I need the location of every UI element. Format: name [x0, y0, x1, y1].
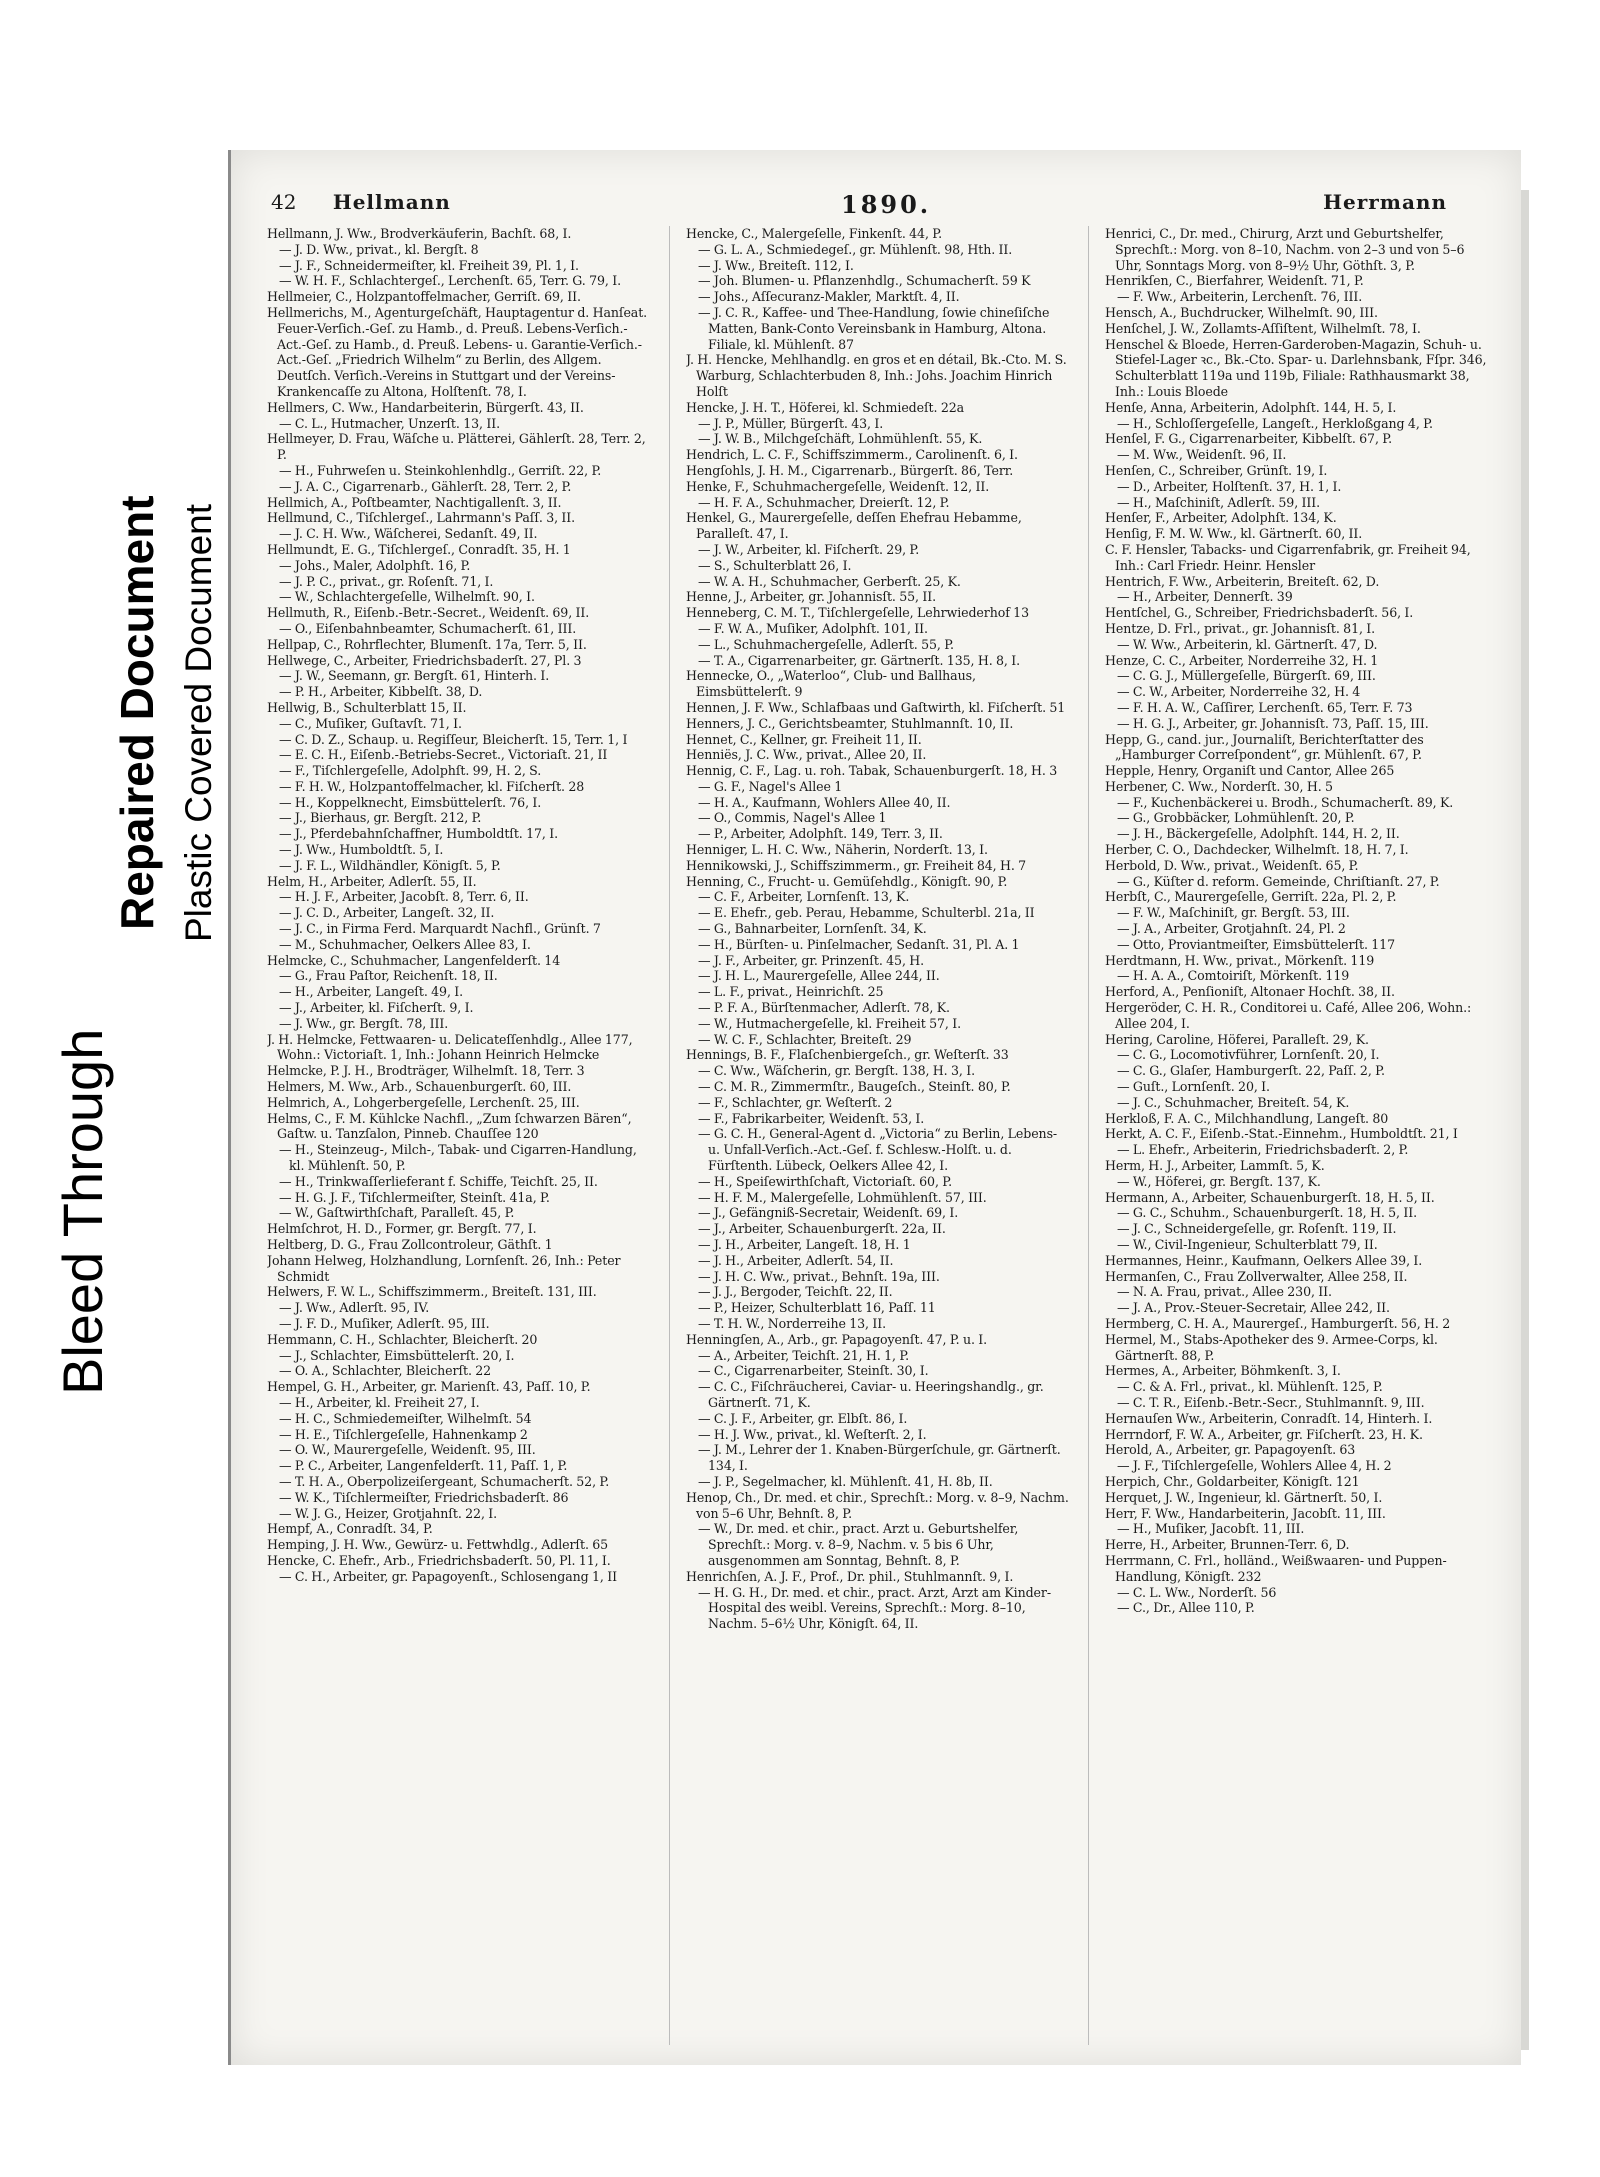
directory-entry: — G. F., Nagel's Allee 1: [698, 778, 843, 794]
directory-entry: Helmcke, C., Schuhmacher, Langenfelderſt. 14: [267, 952, 561, 968]
directory-entry: — C. C., Fiſchräucherei, Caviar- u. Heeringshandlg., gr. Gärtnerſt. 71, K.: [698, 1379, 1044, 1410]
directory-entry: — C. F., Arbeiter, Lornſenſt. 13, K.: [698, 889, 910, 905]
directory-entry: Henschel & Bloede, Herren-Garderoben-Magazin, Schuh- u. Stiefel-Lager ꝛc., Bk.-Cto. Spar- u. Darlehnsbank, Fſpr. 346, Schulterblatt 119a und 119b, Filiale: Rathhausmarkt 38, Inh.: Louis Bloede: [1105, 336, 1487, 399]
directory-entry: — J. W., Seemann, gr. Bergſt. 61, Hinterh. I.: [279, 668, 550, 684]
directory-entry: Hentrich, F. Ww., Arbeiterin, Breiteſt. 62, D.: [1105, 573, 1380, 589]
directory-entry: — J. A., Prov.-Steuer-Secretair, Allee 242, II.: [1117, 1300, 1390, 1316]
directory-entry: Helmſchrot, H. D., Former, gr. Bergſt. 77, I.: [267, 1221, 537, 1237]
directory-entry: — M. Ww., Weidenſt. 96, II.: [1117, 447, 1287, 463]
directory-entry: Hellmund, C., Tiſchlergeſ., Lahrmann's Paſſ. 3, II.: [267, 510, 576, 526]
directory-entry: — C. J. F., Arbeiter, gr. Elbſt. 86, I.: [698, 1410, 908, 1426]
directory-entry: — E. C. H., Eiſenb.-Betriebs-Secret., Victoriaſt. 21, II: [279, 747, 608, 763]
column-divider: [1088, 226, 1089, 2045]
directory-entry: Henſig, F. M. W. Ww., kl. Gärtnerſt. 60, II.: [1105, 526, 1363, 542]
directory-entry: — J. Ww., Humboldtſt. 5, I.: [279, 842, 444, 858]
directory-entry: — C. & A. Frl., privat., kl. Mühlenſt. 125, P.: [1117, 1379, 1383, 1395]
directory-entry: Hermes, A., Arbeiter, Böhmkenſt. 3, I.: [1105, 1363, 1341, 1379]
directory-entry: Henke, F., Schuhmachergeſelle, Weidenſt. 12, II.: [686, 478, 990, 494]
directory-entry: — L., Schuhmachergeſelle, Adlerſt. 55, P.: [698, 636, 954, 652]
directory-entry: — C. G. J., Müllergeſelle, Bürgerſt. 69, III.: [1117, 668, 1376, 684]
directory-entry: — J. H., Bäckergeſelle, Adolphſt. 144, H. 2, II.: [1117, 826, 1400, 842]
directory-entry: Heltberg, D. G., Frau Zollcontroleur, Gäthſt. 1: [267, 1237, 553, 1252]
directory-entry: — W. Ww., Arbeiterin, kl. Gärtnerſt. 47, D.: [1117, 636, 1378, 652]
directory-entry: — H. G. J. F., Tiſchlermeiſter, Steinſt. 41a, P.: [279, 1189, 550, 1205]
directory-entry: — H. J. F., Arbeiter, Jacobſt. 8, Terr. 6, II.: [279, 889, 529, 905]
directory-entry: — F. W., Maſchiniſt, gr. Bergſt. 53, III.: [1117, 905, 1350, 921]
directory-entry: — T. A., Cigarrenarbeiter, gr. Gärtnerſt. 135, H. 8, I.: [698, 652, 1021, 668]
directory-entry: — D., Arbeiter, Holſtenſt. 37, H. 1, I.: [1117, 478, 1342, 494]
directory-entry: Hepp, G., cand. jur., Journaliſt, Berichterſtatter des „Hamburger Correſpondent“, gr. Mühlenſt. 67, P.: [1105, 731, 1424, 763]
directory-entry: — Johs., Aſſecuranz-Makler, Marktſt. 4, II.: [698, 289, 960, 305]
directory-entry: — G., Grobbäcker, Lohmühlenſt. 20, P.: [1117, 810, 1355, 826]
directory-entry: — J. H., Arbeiter, Langeſt. 18, H. 1: [698, 1237, 911, 1252]
directory-entry: — H. F. M., Malergeſelle, Lohmühlenſt. 57, III.: [698, 1189, 987, 1205]
directory-entry: Herber, C. O., Dachdecker, Wilhelmſt. 18, H. 7, I.: [1105, 842, 1409, 858]
directory-entry: — G. L. A., Schmiedegeſ., gr. Mühlenſt. 98, Hth. II.: [698, 241, 1013, 257]
directory-entry: Hellwig, B., Schulterblatt 15, II.: [267, 699, 467, 715]
directory-entry: Hellmuth, R., Eiſenb.-Betr.-Secret., Weidenſt. 69, II.: [267, 605, 590, 621]
directory-entry: — H. G. J., Arbeiter, gr. Johannisſt. 73, Paſſ. 15, III.: [1117, 715, 1429, 731]
directory-entry: — J. J., Bergoder, Teichſt. 22, II.: [698, 1284, 893, 1300]
directory-entry: Herr, F. Ww., Handarbeiterin, Jacobſt. 11, III.: [1105, 1505, 1386, 1521]
directory-entry: — J. D. Ww., privat., kl. Bergſt. 8: [279, 241, 479, 257]
directory-entry: Henners, J. C., Gerichtsbeamter, Stuhlmannſt. 10, II.: [686, 715, 1014, 731]
directory-entry: Henop, Ch., Dr. med. et chir., Sprechſt.: Morg. v. 8–9, Nachm. von 5–6 Uhr, Behnſt. 8, P.: [686, 1489, 1069, 1521]
directory-entry: Hernauſen Ww., Arbeiterin, Conradſt. 14, Hinterh. I.: [1105, 1410, 1433, 1426]
directory-entry: — C. G., Locomotivführer, Lornſenſt. 20, I.: [1117, 1047, 1380, 1063]
directory-entry: — O., Commis, Nagel's Allee 1: [698, 810, 887, 826]
directory-entry: — F. H. A. W., Caſſirer, Lerchenſt. 65, Terr. F. 73: [1117, 699, 1413, 715]
directory-entry: — H. J. Ww., privat., kl. Weſterſt. 2, I.: [698, 1426, 927, 1442]
directory-entry: Henrici, C., Dr. med., Chirurg, Arzt und Geburtshelfer, Sprechſt.: Morg. von 8–10, Nachm. von 2–3 und von 5–6 Uhr, Sonntags Morg. von 8–9½ Uhr, Göthſt. 3, P.: [1105, 226, 1465, 273]
directory-entry: — F. W. A., Muſiker, Adolphſt. 101, II.: [698, 620, 928, 636]
directory-entry: — J. P. C., privat., gr. Roſenſt. 71, I.: [279, 573, 494, 589]
directory-entry: C. F. Hensler, Tabacks- und Cigarrenfabrik, gr. Freiheit 94, Inh.: Carl Friedr. Heinr. Hensler: [1105, 541, 1471, 573]
directory-entry: Herbener, C. Ww., Norderſt. 30, H. 5: [1105, 778, 1333, 794]
directory-entry: — C. G., Glaſer, Hamburgerſt. 22, Paſſ. 2, P.: [1117, 1063, 1385, 1079]
directory-entry: — W. H. F., Schlachtergeſ., Lerchenſt. 65, Terr. G. 79, I.: [279, 273, 622, 289]
directory-entry: — E. Ehefr., geb. Perau, Hebamme, Schulterbl. 21a, II: [698, 905, 1035, 921]
directory-entry: — C., Dr., Allee 110, P.: [1117, 1600, 1255, 1616]
directory-entry: Hentze, D. Frl., privat., gr. Johannisſt. 81, I.: [1105, 620, 1376, 636]
entry-columns: [267, 226, 1491, 2045]
directory-entry: — J. F., Arbeiter, gr. Prinzenſt. 45, H.: [698, 952, 925, 968]
directory-entry: — N. A. Frau, privat., Allee 230, II.: [1117, 1284, 1332, 1300]
column-right: [1105, 226, 1491, 2045]
directory-entry: Herm, H. J., Arbeiter, Lammſt. 5, K.: [1105, 1158, 1325, 1174]
directory-entry: Helm, H., Arbeiter, Adlerſt. 55, II.: [267, 873, 477, 889]
directory-entry: Herrmann, C. Frl., holländ., Weißwaaren- und Puppen-Handlung, Königſt. 232: [1105, 1552, 1447, 1584]
directory-entry: — J., Gefängniß-Secretair, Weidenſt. 69, I.: [698, 1205, 959, 1221]
column-divider: [669, 226, 670, 2045]
directory-entry: — H., Arbeiter, Langeſt. 49, I.: [279, 984, 464, 1000]
header-left: [271, 190, 451, 214]
directory-entry: — C. D. Z., Schaup. u. Regiſſeur, Bleicherſt. 15, Terr. 1, I: [279, 731, 628, 747]
directory-entry: — Johs., Maler, Adolphſt. 16, P.: [279, 557, 471, 573]
directory-entry: J. H. Hencke, Mehlhandlg. en gros et en détail, Bk.-Cto. M. S. Warburg, Schlachterbuden 8, Inh.: Johs. Joachim Hinrich Holſt: [686, 352, 1067, 399]
directory-entry: — C. T. R., Eiſenb.-Betr.-Secr., Stuhlmannſt. 9, III.: [1117, 1394, 1425, 1410]
directory-entry: — H., Bürſten- u. Pinſelmacher, Sedanſt. 31, Pl. A. 1: [698, 936, 1020, 952]
directory-entry: — F. H. W., Holzpantoffelmacher, kl. Fiſcherſt. 28: [279, 778, 585, 794]
directory-entry: Henne, J., Arbeiter, gr. Johannisſt. 55, II.: [686, 589, 936, 605]
directory-entry: — F., Kuchenbäckerei u. Brodh., Schumacherſt. 89, K.: [1117, 794, 1454, 810]
directory-entry: — P., Arbeiter, Adolphſt. 149, Terr. 3, II.: [698, 826, 943, 842]
directory-entry: — J. A., Arbeiter, Grotjahnſt. 24, Pl. 2: [1117, 921, 1346, 937]
directory-entry: Henſen, C., Schreiber, Grünſt. 19, I.: [1105, 462, 1328, 478]
directory-entry: — J., Schlachter, Eimsbüttelerſt. 20, I.: [279, 1347, 515, 1363]
directory-entry: Hellmich, A., Poſtbeamter, Nachtigallenſt. 3, II.: [267, 494, 562, 510]
directory-entry: Johann Helweg, Holzhandlung, Lornſenſt. 26, Inh.: Peter Schmidt: [267, 1252, 621, 1284]
directory-entry: — G. C. H., General-Agent d. „Victoria“ zu Berlin, Lebens- u. Unfall-Verſich.-Act.-Geſ. f. Schlesw.-Holſt. u. d. Fürſtenth. Lübeck, Oelkers Allee 42, I.: [698, 1126, 1058, 1174]
directory-entry: Herquet, J. W., Ingenieur, kl. Gärtnerſt. 50, I.: [1105, 1489, 1383, 1505]
directory-entry: Hencke, J. H. T., Höferei, kl. Schmiedeſt. 22a: [686, 399, 965, 415]
directory-entry: Hellmers, C. Ww., Handarbeiterin, Bürgerſt. 43, II.: [267, 399, 584, 415]
directory-entry: Hemmann, C. H., Schlachter, Bleicherſt. 20: [267, 1331, 538, 1347]
directory-entry: — C. L. Ww., Norderſt. 56: [1117, 1584, 1277, 1600]
directory-entry: Hermanſen, C., Frau Zollverwalter, Allee 258, II.: [1105, 1268, 1408, 1284]
directory-entry: Herkloß, F. A. C., Milchhandlung, Langeſt. 80: [1105, 1110, 1389, 1126]
directory-entry: Hellwege, C., Arbeiter, Friedrichsbaderſt. 27, Pl. 3: [267, 652, 582, 668]
directory-entry: — J. M., Lehrer der 1. Knaben-Bürgerſchule, gr. Gärtnerſt. 134, I.: [698, 1442, 1061, 1474]
directory-entry: — F., Tiſchlergeſelle, Adolphſt. 99, H. 2, S.: [279, 763, 542, 779]
directory-entry: Hering, Caroline, Höferei, Paralleſt. 29, K.: [1105, 1031, 1369, 1047]
header-left-word: Hellmann: [332, 190, 451, 214]
directory-entry: Hellmann, J. Ww., Brodverkäuferin, Bachſt. 68, I.: [267, 226, 572, 241]
directory-entry: — F. Ww., Arbeiterin, Lerchenſt. 76, III.: [1117, 289, 1363, 305]
directory-entry: — P. C., Arbeiter, Langenfelderſt. 11, Paſſ. 1, P.: [279, 1458, 568, 1474]
directory-entry: — W., Dr. med. et chir., pract. Arzt u. Geburtshelfer, Sprechſt.: Morg. v. 8–9, Nachm. v. 5 bis 6 Uhr, ausgenommen am Sonntag, Behnſt. 8, P.: [698, 1521, 1019, 1568]
directory-entry: — W., Gaſtwirthſchaft, Paralleſt. 45, P.: [279, 1205, 515, 1221]
directory-entry: — W. A. H., Schuhmacher, Gerberſt. 25, K.: [698, 573, 961, 589]
directory-entry: Henſer, F., Arbeiter, Adolphſt. 134, K.: [1105, 510, 1337, 526]
column-left: [267, 226, 653, 2045]
directory-entry: Henneberg, C. M. T., Tiſchlergeſelle, Lehrwiederhof 13: [686, 605, 1029, 621]
directory-entry: — W. J. G., Heizer, Grotjahnſt. 22, I.: [279, 1505, 498, 1521]
directory-entry: Henſchel, J. W., Zollamts-Aſſiſtent, Wilhelmſt. 78, I.: [1105, 320, 1421, 336]
directory-entry: Hellmeyer, D. Frau, Wäſche u. Plätterei, Gählerſt. 28, Terr. 2, P.: [267, 431, 646, 463]
directory-entry: Henniger, L. H. C. Ww., Näherin, Norderſt. 13, I.: [686, 842, 988, 858]
directory-entry: — H., Speiſewirthſchaft, Victoriaſt. 60, P.: [698, 1173, 952, 1189]
directory-entry: — H. G. H., Dr. med. et chir., pract. Arzt, Arzt am Kinder-Hospital des weibl. Vereins, Sprechſt.: Morg. 8–10, Nachm. 5–6½ Uhr, Königſt. 64, II.: [698, 1584, 1051, 1632]
directory-entry: Hentſchel, G., Schreiber, Friedrichsbaderſt. 56, I.: [1105, 605, 1414, 621]
directory-entry: Herbold, D. Ww., privat., Weidenſt. 65, P.: [1105, 857, 1359, 873]
directory-entry: — J. C. H. Ww., Wäſcherei, Sedanſt. 49, II.: [279, 526, 538, 542]
directory-entry: — J. A. C., Cigarrenarb., Gählerſt. 28, Terr. 2, P.: [279, 478, 572, 494]
directory-entry: Henniës, J. C. Ww., privat., Allee 20, II.: [686, 747, 927, 763]
directory-entry: — J. C., in Firma Ferd. Marquardt Nachfl., Grünſt. 7: [279, 921, 601, 937]
directory-entry: Hemping, J. H. Ww., Gewürz- u. Fettwhdlg., Adlerſt. 65: [267, 1537, 609, 1553]
page-header: [271, 190, 1487, 224]
directory-entry: Henſe, Anna, Arbeiterin, Adolphſt. 144, H. 5, I.: [1105, 399, 1397, 415]
header-year: 1890.: [841, 190, 932, 219]
directory-entry: Hennecke, O., „Waterloo“, Club- und Ballhaus, Eimsbüttelerſt. 9: [686, 668, 976, 700]
directory-entry: Herbſt, C., Maurergeſelle, Gerriſt. 22a, Pl. 2, P.: [1105, 889, 1397, 905]
directory-entry: Herpich, Chr., Goldarbeiter, Königſt. 121: [1105, 1473, 1360, 1489]
directory-entry: — Otto, Proviantmeiſter, Eimsbüttelerſt. 117: [1117, 936, 1396, 952]
directory-entry: — O. A., Schlachter, Bleicherſt. 22: [279, 1363, 492, 1379]
directory-entry: Hengſohls, J. H. M., Cigarrenarb., Bürgerſt. 86, Terr.: [686, 462, 1014, 478]
directory-entry: — T. H. W., Norderreihe 13, II.: [698, 1315, 887, 1331]
directory-entry: Hencke, C. Ehefr., Arb., Friedrichsbaderſt. 50, Pl. 11, I.: [267, 1552, 611, 1568]
directory-entry: — P., Heizer, Schulterblatt 16, Paſſ. 11: [698, 1300, 936, 1316]
directory-entry: — C. Ww., Wäſcherin, gr. Bergſt. 138, H. 3, I.: [698, 1063, 975, 1079]
directory-entry: — H., Koppelknecht, Eimsbüttelerſt. 76, I.: [279, 794, 542, 810]
directory-entry: — L. F., privat., Heinrichſt. 25: [698, 984, 884, 1000]
directory-entry: — J. Ww., Adlerſt. 95, IV.: [279, 1300, 430, 1316]
directory-entry: — M., Schuhmacher, Oelkers Allee 83, I.: [279, 936, 531, 952]
directory-entry: Hensch, A., Buchdrucker, Wilhelmſt. 90, III.: [1105, 304, 1378, 320]
directory-entry: Hellmundt, E. G., Tiſchlergeſ., Conradſt. 35, H. 1: [267, 541, 571, 557]
directory-entry: — J. C. D., Arbeiter, Langeſt. 32, II.: [279, 905, 495, 921]
directory-entry: — H. C., Schmiedemeiſter, Wilhelmſt. 54: [279, 1410, 532, 1426]
directory-entry: J. H. Helmcke, Fettwaaren- u. Delicateſſenhdlg., Allee 177, Wohn.: Victoriaſt. 1, Inh.: Johann Heinrich Helmcke: [267, 1031, 633, 1063]
directory-entry: — J., Arbeiter, kl. Fiſcherſt. 9, I.: [279, 1000, 474, 1016]
directory-entry: Hempel, G. H., Arbeiter, gr. Marienſt. 43, Paſſ. 10, P.: [267, 1379, 591, 1395]
directory-entry: Hermann, A., Arbeiter, Schauenburgerſt. 18, H. 5, II.: [1105, 1189, 1435, 1205]
directory-entry: Hennet, C., Kellner, gr. Freiheit 11, II.: [686, 731, 922, 747]
directory-entry: Herkt, A. C. F., Eiſenb.-Stat.-Einnehm., Humboldtſt. 21, I: [1105, 1126, 1458, 1142]
directory-entry: — J. W., Arbeiter, kl. Fiſcherſt. 29, P.: [698, 541, 920, 557]
directory-entry: — Joh. Blumen- u. Pflanzenhdlg., Schumacherſt. 59 K: [698, 273, 1031, 289]
directory-entry: — J. C., Schuhmacher, Breiteſt. 54, K.: [1117, 1094, 1350, 1110]
directory-entry: Helmcke, P. J. H., Brodträger, Wilhelmſt. 18, Terr. 3: [267, 1063, 585, 1079]
directory-entry: — H. E., Tiſchlergeſelle, Hahnenkamp 2: [279, 1426, 528, 1442]
directory-entry: — H., Maſchiniſt, Adlerſt. 59, III.: [1117, 494, 1321, 510]
directory-entry: — J. C. R., Kaffee- und Thee-Handlung, ſowie chineſiſche Matten, Bank-Conto Vereinsbank in Hamburg, Altona. Filiale, kl. Mühlenſt. 87: [698, 304, 1050, 352]
plastic-covered-label: Plastic Covered Document: [178, 503, 219, 942]
directory-entry: — H., Arbeiter, Dennerſt. 39: [1117, 589, 1293, 605]
directory-entry: — W. C. F., Schlachter, Breiteſt. 29: [698, 1031, 912, 1047]
directory-entry: — C. M. R., Zimmermſtr., Baugeſch., Steinſt. 80, P.: [698, 1079, 1011, 1095]
column-middle: [686, 226, 1072, 2045]
directory-entry: — A., Arbeiter, Teichſt. 21, H. 1, P.: [698, 1347, 910, 1363]
directory-entry: Hencke, C., Malergeſelle, Finkenſt. 44, P.: [686, 226, 942, 241]
directory-entry: Helmers, M. Ww., Arb., Schauenburgerſt. 60, III.: [267, 1079, 572, 1095]
directory-entry: — W. K., Tiſchlermeiſter, Friedrichsbaderſt. 86: [279, 1489, 569, 1505]
directory-entry: — H. A. A., Comtoiriſt, Mörkenſt. 119: [1117, 968, 1350, 984]
directory-entry: — C., Cigarrenarbeiter, Steinſt. 30, I.: [698, 1363, 929, 1379]
directory-entry: — C. W., Arbeiter, Norderreihe 32, H. 4: [1117, 684, 1361, 700]
directory-entry: — J., Arbeiter, Schauenburgerſt. 22a, II.: [698, 1221, 946, 1237]
directory-entry: — G., Frau Paſtor, Reichenſt. 18, II.: [279, 968, 498, 984]
directory-entry: Hermannes, Heinr., Kaufmann, Oelkers Allee 39, I.: [1105, 1252, 1423, 1268]
directory-entry: — J. H. C. Ww., privat., Behnſt. 19a, III.: [698, 1268, 940, 1284]
directory-entry: — J. F. L., Wildhändler, Königſt. 5, P.: [279, 857, 501, 873]
directory-entry: — G., Bahnarbeiter, Lornſenſt. 34, K.: [698, 921, 927, 937]
directory-entry: — J. H. L., Maurergeſelle, Allee 244, II.: [698, 968, 940, 984]
directory-entry: — H., Arbeiter, kl. Freiheit 27, I.: [279, 1394, 480, 1410]
directory-entry: Hergeröder, C. H. R., Conditorei u. Café, Allee 206, Wohn.: Allee 204, I.: [1105, 1000, 1472, 1031]
directory-entry: Henningſen, A., Arb., gr. Papagoyenſt. 47, P. u. I.: [686, 1331, 988, 1347]
directory-entry: — H., Muſiker, Jacobſt. 11, III.: [1117, 1521, 1305, 1537]
directory-entry: — W., Hutmachergeſelle, kl. Freiheit 57, I.: [698, 1015, 962, 1031]
directory-entry: — J., Pferdebahnſchaffner, Humboldtſt. 17, I.: [279, 826, 559, 842]
directory-entry: — Guſt., Lornſenſt. 20, I.: [1117, 1079, 1270, 1095]
directory-entry: — J. H., Arbeiter, Adlerſt. 54, II.: [698, 1252, 894, 1268]
side-labels: [0, 0, 219, 2177]
directory-entry: — W., Civil-Ingenieur, Schulterblatt 79, II.: [1117, 1237, 1378, 1252]
directory-entry: — J. P., Segelmacher, kl. Mühlenſt. 41, H. 8b, II.: [698, 1473, 993, 1489]
directory-entry: Hennikowski, J., Schiffszimmerm., gr. Freiheit 84, H. 7: [686, 857, 1027, 873]
directory-entry: — H., Trinkwaſſerlieferant f. Schiffe, Teichſt. 25, II.: [279, 1173, 598, 1189]
directory-entry: — C., Muſiker, Guſtavſt. 71, I.: [279, 715, 462, 731]
directory-entry: — F., Fabrikarbeiter, Weidenſt. 53, I.: [698, 1110, 925, 1126]
directory-entry: — J., Bierhaus, gr. Bergſt. 212, P.: [279, 810, 482, 826]
directory-entry: Helms, C., F. M. Kühlcke Nachfl., „Zum ſchwarzen Bären“, Gaſtw. u. Tanzſalon, Pinneb. Chauſſee 120: [267, 1110, 632, 1142]
directory-entry: — F., Schlachter, gr. Weſterſt. 2: [698, 1094, 893, 1110]
directory-entry: Henze, C. C., Arbeiter, Norderreihe 32, H. 1: [1105, 652, 1379, 668]
directory-entry: — L. Ehefr., Arbeiterin, Friedrichsbaderſt. 2, P.: [1117, 1142, 1409, 1158]
directory-entry: Henning, C., Frucht- u. Gemüſehdlg., Königſt. 90, P.: [686, 873, 1008, 889]
directory-entry: — H. F. A., Schuhmacher, Dreierſt. 12, P.: [698, 494, 950, 510]
directory-entry: Henrikſen, C., Bierfahrer, Weidenſt. 71, P.: [1105, 273, 1364, 289]
directory-entry: — H., Steinzeug-, Milch-, Tabak- und Cigarren-Handlung, kl. Mühlenſt. 50, P.: [279, 1142, 637, 1174]
directory-entry: Herold, A., Arbeiter, gr. Papagoyenſt. 63: [1105, 1442, 1356, 1458]
directory-entry: Herrndorf, F. W. A., Arbeiter, gr. Fiſcherſt. 23, H. K.: [1105, 1426, 1423, 1442]
directory-entry: Herford, A., Penſioniſt, Altonaer Hochſt. 38, II.: [1105, 984, 1395, 1000]
directory-entry: — J. F., Tiſchlergeſelle, Wohlers Allee 4, H. 2: [1117, 1458, 1392, 1474]
directory-entry: — W., Schlachtergeſelle, Wilhelmſt. 90, I.: [279, 589, 535, 605]
directory-entry: — G., Küſter d. reform. Gemeinde, Chriſtianſt. 27, P.: [1117, 873, 1440, 889]
directory-entry: Hellpap, C., Rohrflechter, Blumenſt. 17a, Terr. 5, II.: [267, 636, 587, 652]
directory-entry: — T. H. A., Oberpolizeiſergeant, Schumacherſt. 52, P.: [279, 1473, 610, 1489]
directory-entry: — P. F. A., Bürſtenmacher, Adlerſt. 78, K.: [698, 1000, 950, 1016]
directory-entry: Henſel, F. G., Cigarrenarbeiter, Kibbelſt. 67, P.: [1105, 431, 1392, 447]
directory-entry: — S., Schulterblatt 26, I.: [698, 557, 852, 573]
directory-page: [228, 150, 1521, 2065]
directory-entry: — H., Schloſſergeſelle, Langeſt., Herkloßgang 4, P.: [1117, 415, 1433, 431]
directory-entry: — J. F., Schneidermeiſter, kl. Freiheit 39, Pl. 1, I.: [279, 257, 579, 273]
directory-entry: — O. W., Maurergeſelle, Weidenſt. 95, III.: [279, 1442, 536, 1458]
directory-entry: — C. H., Arbeiter, gr. Papagoyenſt., Schlosengang 1, II: [279, 1568, 617, 1584]
directory-entry: Hempf, A., Conradſt. 34, P.: [267, 1521, 433, 1537]
directory-entry: Hennen, J. F. Ww., Schlafbaas und Gaſtwirth, kl. Fiſcherſt. 51: [686, 699, 1066, 715]
directory-entry: Henkel, G., Maurergeſelle, deſſen Ehefrau Hebamme, Paralleſt. 47, I.: [686, 510, 1022, 542]
directory-entry: — W., Höferei, gr. Bergſt. 137, K.: [1117, 1173, 1321, 1189]
directory-entry: Hepple, Henry, Organiſt und Cantor, Allee 265: [1105, 763, 1395, 779]
directory-entry: Hellmerichs, M., Agenturgeſchäft, Hauptagentur d. Hanſeat. Feuer-Verſich.-Geſ. zu Hamb., d. Preuß. Lebens-Verſich.-Act.-Geſ. zu Hamb., d. Preuß. Lebens- u. Garantie-Verſich.-Act.-Geſ. „Friedrich Wilhelm“ zu Berlin, des Allgem. Deutſch. Verſich.-Vereins in Stuttgart und der Vereins-Krankencaſſe zu Altona, Holſtenſt. 78, I.: [267, 304, 648, 399]
directory-entry: Helwers, F. W. L., Schiffszimmerm., Breiteſt. 131, III.: [267, 1284, 597, 1300]
directory-entry: — J. F. D., Muſiker, Adlerſt. 95, III.: [279, 1315, 490, 1331]
directory-entry: Hermberg, C. H. A., Maurergeſ., Hamburgerſt. 56, H. 2: [1105, 1315, 1451, 1331]
directory-entry: — J. Ww., Breiteſt. 112, I.: [698, 257, 854, 273]
directory-entry: — O., Eiſenbahnbeamter, Schumacherſt. 61, III.: [279, 620, 577, 636]
directory-entry: Hermel, M., Stabs-Apotheker des 9. Armee-Corps, kl. Gärtnerſt. 88, P.: [1105, 1331, 1438, 1363]
directory-entry: — C. L., Hutmacher, Unzerſt. 13, II.: [279, 415, 500, 431]
directory-entry: Herre, H., Arbeiter, Brunnen-Terr. 6, D.: [1105, 1537, 1350, 1553]
directory-entry: — H. A., Kaufmann, Wohlers Allee 40, II.: [698, 794, 951, 810]
directory-entry: Herdtmann, H. Ww., privat., Mörkenſt. 119: [1105, 952, 1375, 968]
directory-entry: Helmrich, A., Lohgerbergeſelle, Lerchenſt. 25, III.: [267, 1094, 580, 1110]
header-right-word: Herrmann: [1323, 190, 1447, 214]
directory-entry: — P. H., Arbeiter, Kibbelſt. 38, D.: [279, 684, 483, 700]
bleed-through-label: Bleed Through: [51, 1028, 114, 1395]
repaired-document-label: Repaired Document: [111, 495, 163, 930]
directory-entry: Hendrich, L. C. F., Schiffszimmerm., Carolinenſt. 6, I.: [686, 447, 1018, 463]
directory-entry: Hennings, B. F., Flaſchenbiergeſch., gr. Weſterſt. 33: [686, 1047, 1009, 1063]
directory-entry: Hellmeier, C., Holzpantoffelmacher, Gerriſt. 69, II.: [267, 289, 581, 305]
directory-entry: — J. P., Müller, Bürgerſt. 43, I.: [698, 415, 884, 431]
directory-entry: — J. Ww., gr. Bergſt. 78, III.: [279, 1015, 449, 1031]
directory-entry: — G. C., Schuhm., Schauenburgerſt. 18, H. 5, II.: [1117, 1205, 1417, 1221]
page-number: 42: [271, 190, 297, 214]
directory-entry: Henrichſen, A. J. F., Prof., Dr. phil., Stuhlmannſt. 9, I.: [686, 1568, 1014, 1584]
directory-entry: — H., Fuhrweſen u. Steinkohlenhdlg., Gerriſt. 22, P.: [279, 462, 602, 478]
directory-entry: Hennig, C. F., Lag. u. roh. Tabak, Schauenburgerſt. 18, H. 3: [686, 763, 1058, 779]
directory-entry: — J. W. B., Milchgeſchäft, Lohmühlenſt. 55, K.: [698, 431, 983, 447]
directory-entry: — J. C., Schneidergeſelle, gr. Roſenſt. 119, II.: [1117, 1221, 1397, 1237]
